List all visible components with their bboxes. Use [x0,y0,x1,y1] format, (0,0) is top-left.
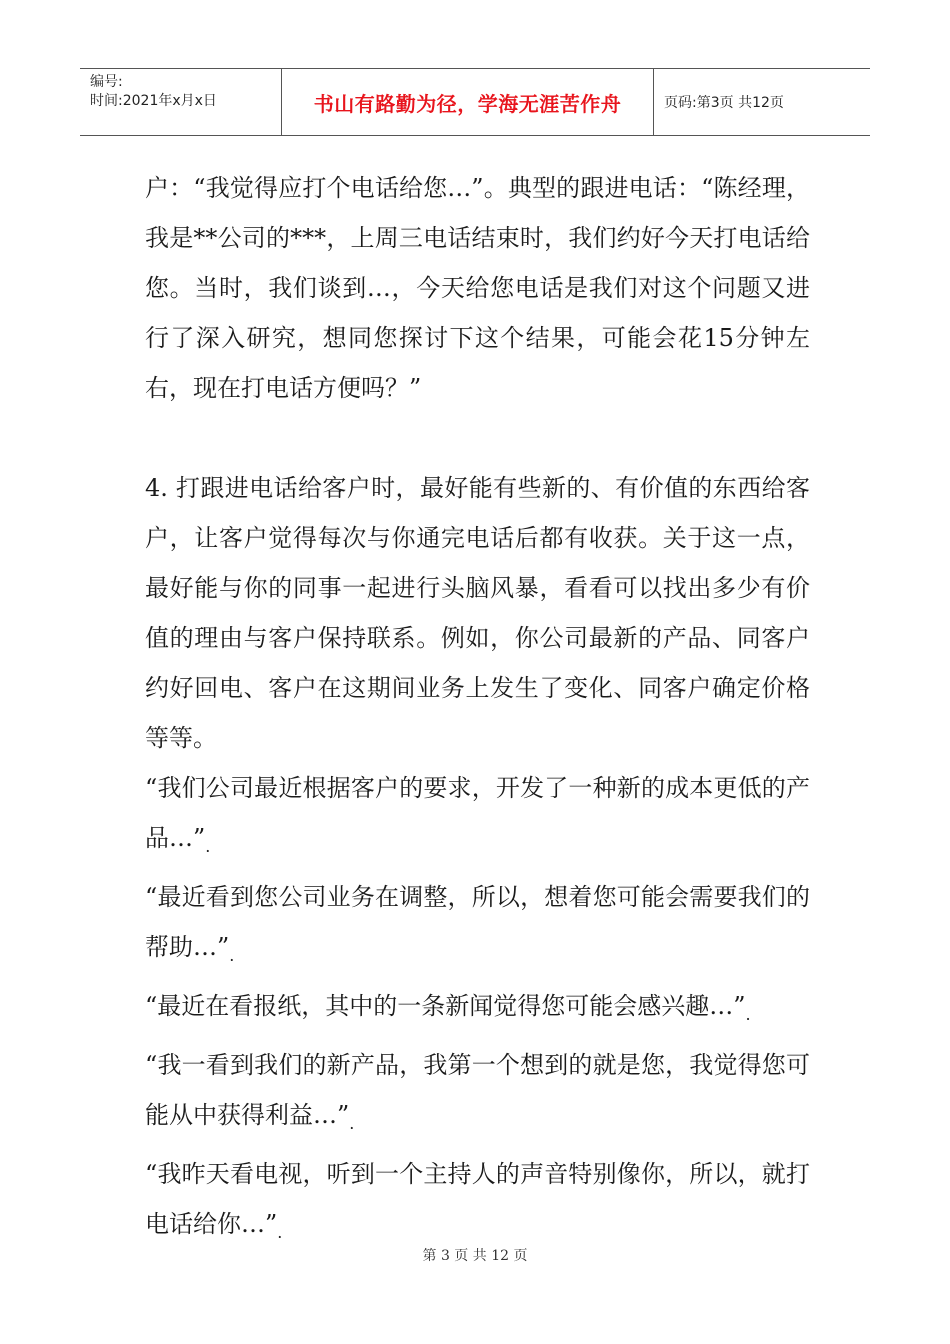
quote-line [145,872,810,981]
quote-line [145,1149,810,1258]
paragraph-tip-4: 4. 打跟进电话给客户时，最好能有些新的、有价值的东西给客户，让客户觉得每次与你通完电话后都有收获。关于这一点，最好能与你的同事一起进行头脑风暴，看看可以找出多少有价值的理由与客户保持联系。例如，你公司最新的产品、同客户约好回电、客户在这期间业务上发生了变化、同客户确定价格等等。 [145,474,810,752]
quote-text: “最近在看报纸，其中的一条新闻觉得您可能会感兴趣…” [145,992,746,1020]
quote-text: “我一看到我们的新产品，我第一个想到的就是您，我觉得您可能从中获得利益…” [145,1051,810,1129]
paragraph-followup-call: 户：“我觉得应打个电话给您…”。典型的跟进电话：“陈经理，我是**公司的***，上周三电话结束时，我们约好今天打电话给您。当时，我们谈到…，今天给您电话是我们对这个问题又进行了深入研究，想同您探讨下这个结果，可能会花15分钟左右，现在打电话方便吗？” [145,174,810,402]
page-info: 页码:第3页 共12页 [664,95,784,111]
number-label: 编号: [90,74,123,90]
footer-page-number: 第 3 页 共 12 页 [422,1248,528,1264]
quote-text: “我们公司最近根据客户的要求，开发了一种新的成本更低的产品…” [145,774,810,852]
document-body [145,163,810,1258]
period-mark: . [277,1223,283,1242]
motto-text: 书山有路勤为径，学海无涯苦作舟 [313,91,622,116]
quote-text: “最近看到您公司业务在调整，所以，想着您可能会需要我们的帮助…” [145,883,810,961]
period-mark: . [745,1005,751,1024]
paragraph-gap [145,413,810,463]
page-footer [0,1245,950,1265]
period-mark: . [349,1114,355,1133]
period-mark: . [205,837,211,856]
header-meta-cell [80,69,282,135]
document-header [80,68,870,136]
quote-line [145,981,810,1040]
period-mark: . [229,946,235,965]
quote-line [145,1040,810,1149]
quote-line [145,763,810,872]
quote-text: “我昨天看电视，听到一个主持人的声音特别像你，所以，就打电话给你…” [145,1160,810,1238]
time-label: 时间:2021年x月x日 [90,93,217,109]
header-page-cell [654,69,870,135]
header-motto-cell [282,69,654,135]
